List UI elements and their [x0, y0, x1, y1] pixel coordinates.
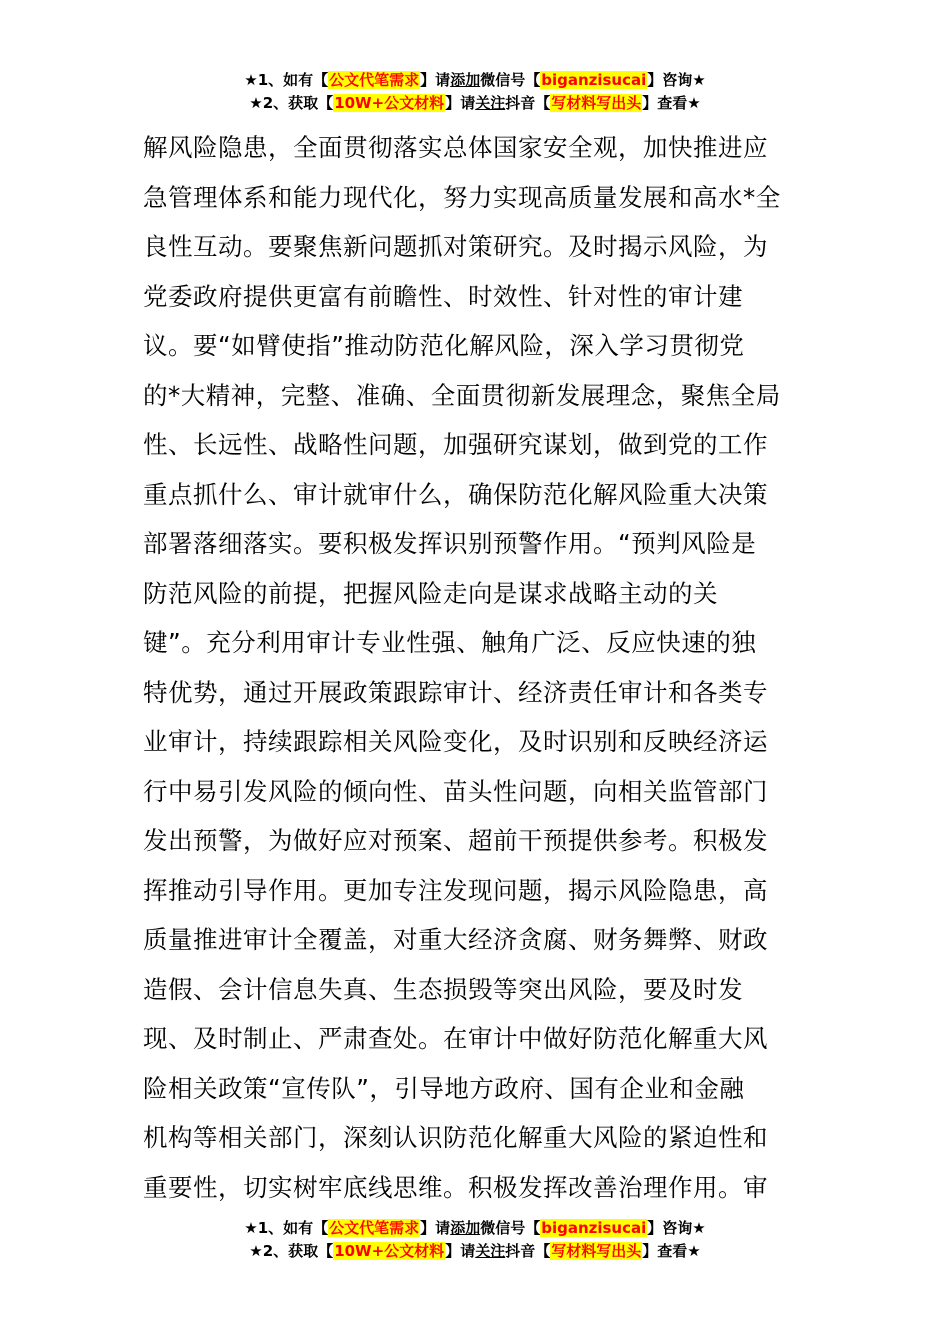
wechat-id-highlight: biganzisucai	[541, 71, 647, 89]
body-line: 良性互动。要聚焦新问题抓对策研究。及时揭示风险，为	[143, 232, 768, 261]
footer-line-1	[0, 1217, 950, 1240]
add-underlined: 添加	[450, 1219, 481, 1237]
body-line: 质量推进审计全覆盖，对重大经济贪腐、财务舞弊、财政	[143, 925, 768, 954]
body-line: 机构等相关部门，深刻认识防范化解重大风险的紧迫性和	[143, 1123, 768, 1152]
header-banner	[0, 69, 950, 115]
body-line: 党委政府提供更富有前瞻性、时效性、针对性的审计建	[143, 281, 743, 311]
douyin-account-highlight: 写材料写出头	[551, 94, 642, 112]
body-line: 险相关政策“宣传队”，引导地方政府、国有企业和金融	[143, 1073, 745, 1103]
header-line-2	[0, 92, 950, 115]
footer-line-1-mid2: 微信号【	[480, 1219, 541, 1237]
wechat-id-highlight: biganzisucai	[541, 1219, 647, 1237]
footer-line-1-suffix: 】咨询★	[647, 1219, 706, 1237]
body-line: 解风险隐患，全面贯彻落实总体国家安全观，加快推进应	[143, 133, 768, 162]
footer-line-2-suffix: 】查看★	[642, 1242, 701, 1260]
service-highlight: 公文代笔需求	[329, 71, 420, 89]
footer-line-1-prefix: ★1、如有【	[244, 1219, 329, 1237]
footer-line-1-mid: 】请	[420, 1219, 451, 1237]
footer-line-2-prefix: ★2、获取【	[249, 1242, 334, 1260]
footer-line-2-mid2: 抖音【	[505, 1242, 551, 1260]
header-line-2-mid2: 抖音【	[505, 94, 551, 112]
follow-underlined: 关注	[475, 1242, 506, 1260]
body-line: 性、长远性、战略性问题，加强研究谋划，做到党的工作	[143, 430, 768, 459]
header-line-2-suffix: 】查看★	[642, 94, 701, 112]
body-line: 急管理体系和能力现代化，努力实现高质量发展和高水*全	[143, 182, 781, 212]
header-line-1	[0, 69, 950, 92]
header-line-1-mid2: 微信号【	[480, 71, 541, 89]
douyin-account-highlight: 写材料写出头	[551, 1242, 642, 1260]
materials-highlight: 10W+公文材料	[334, 1242, 445, 1260]
header-line-2-mid: 】请	[445, 94, 476, 112]
body-line: 挥推动引导作用。更加专注发现问题，揭示风险隐患，高	[143, 875, 768, 905]
footer-line-2	[0, 1240, 950, 1263]
body-line: 造假、会计信息失真、生态损毁等突出风险，要及时发	[143, 974, 743, 1004]
body-line: 行中易引发风险的倾向性、苗头性问题，向相关监管部门	[143, 776, 768, 806]
body-line: 现、及时制止、严肃查处。在审计中做好防范化解重大风	[143, 1024, 768, 1053]
footer-banner	[0, 1217, 950, 1263]
body-line: 业审计，持续跟踪相关风险变化，及时识别和反映经济运	[143, 727, 768, 756]
body-line: 部署落细落实。要积极发挥识别预警作用。“预判风险是	[143, 529, 757, 558]
body-line: 发出预警，为做好应对预案、超前干预提供参考。积极发	[143, 826, 768, 855]
header-line-1-suffix: 】咨询★	[647, 71, 706, 89]
header-line-1-prefix: ★1、如有【	[244, 71, 329, 89]
body-line: 防范风险的前提，把握风险走向是谋求战略主动的关	[143, 578, 718, 608]
body-line: 重要性，切实树牢底线思维。积极发挥改善治理作用。审	[143, 1172, 768, 1202]
service-highlight: 公文代笔需求	[329, 1219, 420, 1237]
body-line: 的*大精神，完整、准确、全面贯彻新发展理念，聚焦全局	[143, 380, 781, 410]
body-line: 重点抓什么、审计就审什么，确保防范化解风险重大决策	[143, 479, 768, 509]
footer-line-2-mid: 】请	[445, 1242, 476, 1260]
body-line: 议。要“如臂使指”推动防范化解风险，深入学习贯彻党	[143, 331, 745, 360]
body-line: 特优势，通过开展政策跟踪审计、经济责任审计和各类专	[143, 677, 768, 707]
follow-underlined: 关注	[475, 94, 506, 112]
header-line-1-mid: 】请	[420, 71, 451, 89]
body-line: 键”。充分利用审计专业性强、触角广泛、反应快速的独	[143, 628, 757, 657]
add-underlined: 添加	[450, 71, 481, 89]
materials-highlight: 10W+公文材料	[334, 94, 445, 112]
header-line-2-prefix: ★2、获取【	[249, 94, 334, 112]
body-paragraph	[143, 123, 815, 1212]
